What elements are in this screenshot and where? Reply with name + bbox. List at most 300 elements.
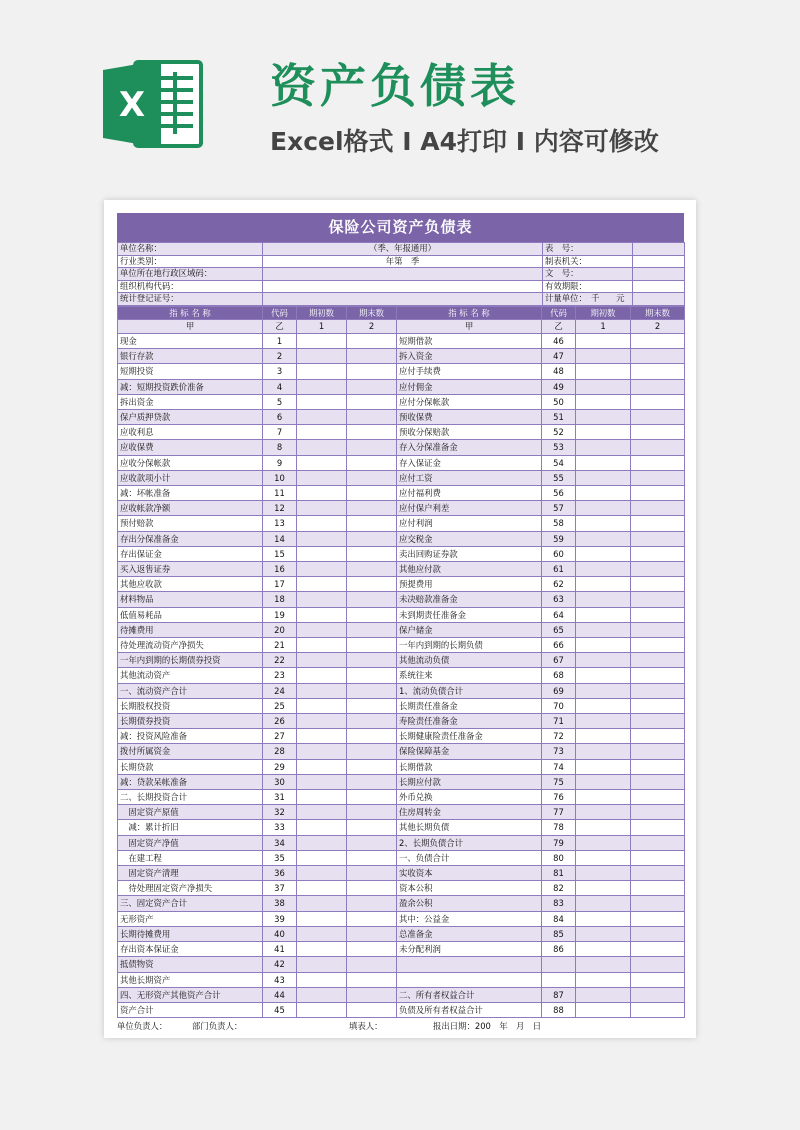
asset-name-cell[interactable]: 其他应收款: [118, 577, 263, 592]
liability-name-cell[interactable]: 拆入资金: [397, 349, 542, 364]
asset-begin-cell[interactable]: [297, 698, 347, 713]
liability-end-cell[interactable]: [631, 455, 685, 470]
asset-end-cell[interactable]: [347, 440, 397, 455]
asset-begin-cell[interactable]: [297, 592, 347, 607]
liability-name-cell[interactable]: 应付手续费: [397, 364, 542, 379]
liability-code-cell[interactable]: 82: [542, 881, 576, 896]
asset-begin-cell[interactable]: [297, 364, 347, 379]
liability-end-cell[interactable]: [631, 683, 685, 698]
asset-begin-cell[interactable]: [297, 926, 347, 941]
info-cell[interactable]: 行业类别：: [118, 255, 263, 268]
liability-code-cell[interactable]: 57: [542, 501, 576, 516]
asset-code-cell[interactable]: 14: [263, 531, 297, 546]
asset-end-cell[interactable]: [347, 470, 397, 485]
liability-name-cell[interactable]: 其他应付款: [397, 562, 542, 577]
liability-end-cell[interactable]: [631, 790, 685, 805]
liability-name-cell[interactable]: 一年内到期的长期负债: [397, 638, 542, 653]
asset-begin-cell[interactable]: [297, 409, 347, 424]
liability-code-cell[interactable]: 67: [542, 653, 576, 668]
liability-begin-cell[interactable]: [576, 486, 631, 501]
liability-end-cell[interactable]: [631, 364, 685, 379]
liability-begin-cell[interactable]: [576, 455, 631, 470]
liability-begin-cell[interactable]: [576, 622, 631, 637]
asset-end-cell[interactable]: [347, 622, 397, 637]
liability-code-cell[interactable]: 59: [542, 531, 576, 546]
asset-end-cell[interactable]: [347, 562, 397, 577]
liability-begin-cell[interactable]: [576, 531, 631, 546]
asset-name-cell[interactable]: 一年内到期的长期债券投资: [118, 653, 263, 668]
asset-name-cell[interactable]: 低值易耗品: [118, 607, 263, 622]
liability-end-cell[interactable]: [631, 409, 685, 424]
info-cell[interactable]: 单位所在地行政区域码：: [118, 268, 263, 281]
liability-code-cell[interactable]: 56: [542, 486, 576, 501]
asset-code-cell[interactable]: 40: [263, 926, 297, 941]
asset-code-cell[interactable]: 2: [263, 349, 297, 364]
asset-name-cell[interactable]: 减：投资风险准备: [118, 729, 263, 744]
asset-code-cell[interactable]: 36: [263, 866, 297, 881]
liability-name-cell[interactable]: 未决赔款准备金: [397, 592, 542, 607]
asset-begin-cell[interactable]: [297, 425, 347, 440]
asset-begin-cell[interactable]: [297, 714, 347, 729]
liability-code-cell[interactable]: 63: [542, 592, 576, 607]
liability-name-cell[interactable]: 长期应付款: [397, 774, 542, 789]
info-cell[interactable]: [263, 293, 543, 306]
liability-name-cell[interactable]: 1、流动负债合计: [397, 683, 542, 698]
asset-name-cell[interactable]: 现金: [118, 333, 263, 348]
liability-end-cell[interactable]: [631, 638, 685, 653]
asset-name-cell[interactable]: 存出保证金: [118, 546, 263, 561]
liability-end-cell[interactable]: [631, 546, 685, 561]
asset-begin-cell[interactable]: [297, 349, 347, 364]
liability-name-cell[interactable]: 总准备金: [397, 926, 542, 941]
liability-name-cell[interactable]: 保户储金: [397, 622, 542, 637]
asset-name-cell[interactable]: 减：短期投资跌价准备: [118, 379, 263, 394]
liability-end-cell[interactable]: [631, 744, 685, 759]
liability-end-cell[interactable]: [631, 379, 685, 394]
asset-end-cell[interactable]: [347, 957, 397, 972]
asset-begin-cell[interactable]: [297, 455, 347, 470]
info-cell[interactable]: [633, 268, 685, 281]
asset-name-cell[interactable]: 存出分保准备金: [118, 531, 263, 546]
liability-name-cell[interactable]: 长期健康险责任准备金: [397, 729, 542, 744]
liability-name-cell[interactable]: 应付福利费: [397, 486, 542, 501]
liability-end-cell[interactable]: [631, 333, 685, 348]
asset-name-cell[interactable]: 应收帐款净额: [118, 501, 263, 516]
asset-code-cell[interactable]: 28: [263, 744, 297, 759]
asset-begin-cell[interactable]: [297, 546, 347, 561]
asset-begin-cell[interactable]: [297, 379, 347, 394]
liability-code-cell[interactable]: [542, 972, 576, 987]
asset-code-cell[interactable]: 45: [263, 1002, 297, 1017]
liability-end-cell[interactable]: [631, 850, 685, 865]
liability-code-cell[interactable]: 55: [542, 470, 576, 485]
liability-begin-cell[interactable]: [576, 820, 631, 835]
liability-end-cell[interactable]: [631, 866, 685, 881]
liability-name-cell[interactable]: 实收资本: [397, 866, 542, 881]
liability-end-cell[interactable]: [631, 698, 685, 713]
asset-end-cell[interactable]: [347, 972, 397, 987]
asset-name-cell[interactable]: 抵债物资: [118, 957, 263, 972]
asset-end-cell[interactable]: [347, 379, 397, 394]
asset-code-cell[interactable]: 25: [263, 698, 297, 713]
asset-code-cell[interactable]: 3: [263, 364, 297, 379]
asset-end-cell[interactable]: [347, 866, 397, 881]
liability-name-cell[interactable]: 未分配利润: [397, 942, 542, 957]
asset-begin-cell[interactable]: [297, 744, 347, 759]
asset-end-cell[interactable]: [347, 516, 397, 531]
asset-end-cell[interactable]: [347, 805, 397, 820]
liability-begin-cell[interactable]: [576, 683, 631, 698]
liability-end-cell[interactable]: [631, 820, 685, 835]
liability-begin-cell[interactable]: [576, 714, 631, 729]
liability-end-cell[interactable]: [631, 926, 685, 941]
liability-name-cell[interactable]: 预收保费: [397, 409, 542, 424]
liability-code-cell[interactable]: 49: [542, 379, 576, 394]
asset-begin-cell[interactable]: [297, 638, 347, 653]
asset-begin-cell[interactable]: [297, 805, 347, 820]
liability-end-cell[interactable]: [631, 987, 685, 1002]
liability-begin-cell[interactable]: [576, 774, 631, 789]
asset-begin-cell[interactable]: [297, 486, 347, 501]
asset-end-cell[interactable]: [347, 987, 397, 1002]
liability-name-cell[interactable]: 应付利润: [397, 516, 542, 531]
asset-end-cell[interactable]: [347, 501, 397, 516]
asset-name-cell[interactable]: 待处理固定资产净损失: [118, 881, 263, 896]
liability-name-cell[interactable]: 2、长期负债合计: [397, 835, 542, 850]
liability-code-cell[interactable]: 76: [542, 790, 576, 805]
liability-end-cell[interactable]: [631, 577, 685, 592]
asset-begin-cell[interactable]: [297, 501, 347, 516]
liability-end-cell[interactable]: [631, 394, 685, 409]
asset-name-cell[interactable]: 银行存款: [118, 349, 263, 364]
asset-name-cell[interactable]: 长期债券投资: [118, 714, 263, 729]
liability-name-cell[interactable]: 预提费用: [397, 577, 542, 592]
asset-name-cell[interactable]: 其他流动资产: [118, 668, 263, 683]
asset-begin-cell[interactable]: [297, 987, 347, 1002]
liability-end-cell[interactable]: [631, 486, 685, 501]
asset-code-cell[interactable]: 1: [263, 333, 297, 348]
asset-code-cell[interactable]: 27: [263, 729, 297, 744]
liability-code-cell[interactable]: 88: [542, 1002, 576, 1017]
liability-code-cell[interactable]: [542, 957, 576, 972]
liability-code-cell[interactable]: 74: [542, 759, 576, 774]
liability-begin-cell[interactable]: [576, 668, 631, 683]
info-cell[interactable]: 计量单位： 千 元: [543, 293, 633, 306]
asset-end-cell[interactable]: [347, 653, 397, 668]
info-cell[interactable]: [633, 293, 685, 306]
liability-begin-cell[interactable]: [576, 425, 631, 440]
asset-code-cell[interactable]: 6: [263, 409, 297, 424]
liability-end-cell[interactable]: [631, 607, 685, 622]
asset-end-cell[interactable]: [347, 759, 397, 774]
asset-end-cell[interactable]: [347, 774, 397, 789]
info-cell[interactable]: 年第 季: [263, 255, 543, 268]
asset-code-cell[interactable]: 33: [263, 820, 297, 835]
liability-name-cell[interactable]: 应付佣金: [397, 379, 542, 394]
asset-end-cell[interactable]: [347, 790, 397, 805]
liability-end-cell[interactable]: [631, 835, 685, 850]
asset-code-cell[interactable]: 29: [263, 759, 297, 774]
asset-begin-cell[interactable]: [297, 440, 347, 455]
asset-name-cell[interactable]: 减：贷款呆帐准备: [118, 774, 263, 789]
info-cell[interactable]: [263, 268, 543, 281]
liability-code-cell[interactable]: 77: [542, 805, 576, 820]
asset-end-cell[interactable]: [347, 698, 397, 713]
liability-end-cell[interactable]: [631, 896, 685, 911]
liability-begin-cell[interactable]: [576, 957, 631, 972]
asset-end-cell[interactable]: [347, 425, 397, 440]
liability-begin-cell[interactable]: [576, 698, 631, 713]
liability-code-cell[interactable]: 47: [542, 349, 576, 364]
asset-name-cell[interactable]: 买入返售证券: [118, 562, 263, 577]
liability-name-cell[interactable]: 存入分保准备金: [397, 440, 542, 455]
liability-name-cell[interactable]: 其他长期负债: [397, 820, 542, 835]
liability-code-cell[interactable]: 46: [542, 333, 576, 348]
asset-name-cell[interactable]: 应收分保帐款: [118, 455, 263, 470]
asset-name-cell[interactable]: 拨付所属资金: [118, 744, 263, 759]
asset-code-cell[interactable]: 19: [263, 607, 297, 622]
asset-end-cell[interactable]: [347, 729, 397, 744]
asset-name-cell[interactable]: 拆出资金: [118, 394, 263, 409]
asset-begin-cell[interactable]: [297, 333, 347, 348]
asset-end-cell[interactable]: [347, 911, 397, 926]
asset-code-cell[interactable]: 44: [263, 987, 297, 1002]
liability-code-cell[interactable]: 71: [542, 714, 576, 729]
info-cell[interactable]: 表 号：: [543, 243, 633, 256]
asset-code-cell[interactable]: 17: [263, 577, 297, 592]
asset-end-cell[interactable]: [347, 668, 397, 683]
asset-end-cell[interactable]: [347, 820, 397, 835]
liability-name-cell[interactable]: [397, 972, 542, 987]
liability-begin-cell[interactable]: [576, 972, 631, 987]
liability-code-cell[interactable]: 84: [542, 911, 576, 926]
liability-begin-cell[interactable]: [576, 987, 631, 1002]
liability-code-cell[interactable]: 60: [542, 546, 576, 561]
liability-code-cell[interactable]: 64: [542, 607, 576, 622]
asset-begin-cell[interactable]: [297, 516, 347, 531]
liability-name-cell[interactable]: 长期借款: [397, 759, 542, 774]
asset-end-cell[interactable]: [347, 835, 397, 850]
liability-end-cell[interactable]: [631, 592, 685, 607]
liability-end-cell[interactable]: [631, 349, 685, 364]
liability-code-cell[interactable]: 48: [542, 364, 576, 379]
asset-code-cell[interactable]: 38: [263, 896, 297, 911]
asset-name-cell[interactable]: 保户质押贷款: [118, 409, 263, 424]
liability-name-cell[interactable]: 盈余公积: [397, 896, 542, 911]
liability-begin-cell[interactable]: [576, 470, 631, 485]
info-cell[interactable]: （季、年报通用）: [263, 243, 543, 256]
asset-code-cell[interactable]: 32: [263, 805, 297, 820]
asset-name-cell[interactable]: 二、长期投资合计: [118, 790, 263, 805]
asset-code-cell[interactable]: 20: [263, 622, 297, 637]
asset-name-cell[interactable]: 待摊费用: [118, 622, 263, 637]
asset-code-cell[interactable]: 39: [263, 911, 297, 926]
liability-code-cell[interactable]: 50: [542, 394, 576, 409]
liability-begin-cell[interactable]: [576, 759, 631, 774]
asset-begin-cell[interactable]: [297, 562, 347, 577]
liability-name-cell[interactable]: 短期借款: [397, 333, 542, 348]
asset-begin-cell[interactable]: [297, 835, 347, 850]
liability-begin-cell[interactable]: [576, 349, 631, 364]
liability-code-cell[interactable]: 62: [542, 577, 576, 592]
liability-code-cell[interactable]: 78: [542, 820, 576, 835]
asset-code-cell[interactable]: 18: [263, 592, 297, 607]
liability-begin-cell[interactable]: [576, 592, 631, 607]
liability-end-cell[interactable]: [631, 653, 685, 668]
asset-begin-cell[interactable]: [297, 774, 347, 789]
liability-begin-cell[interactable]: [576, 394, 631, 409]
liability-name-cell[interactable]: 卖出回购证券款: [397, 546, 542, 561]
liability-end-cell[interactable]: [631, 805, 685, 820]
liability-name-cell[interactable]: 系统往来: [397, 668, 542, 683]
asset-end-cell[interactable]: [347, 683, 397, 698]
liability-begin-cell[interactable]: [576, 729, 631, 744]
asset-name-cell[interactable]: 固定资产清理: [118, 866, 263, 881]
asset-end-cell[interactable]: [347, 531, 397, 546]
liability-end-cell[interactable]: [631, 942, 685, 957]
liability-end-cell[interactable]: [631, 714, 685, 729]
asset-begin-cell[interactable]: [297, 911, 347, 926]
liability-name-cell[interactable]: 存入保证金: [397, 455, 542, 470]
asset-end-cell[interactable]: [347, 333, 397, 348]
asset-name-cell[interactable]: 一、流动资产合计: [118, 683, 263, 698]
liability-code-cell[interactable]: 61: [542, 562, 576, 577]
liability-end-cell[interactable]: [631, 531, 685, 546]
liability-begin-cell[interactable]: [576, 805, 631, 820]
liability-begin-cell[interactable]: [576, 333, 631, 348]
asset-begin-cell[interactable]: [297, 622, 347, 637]
info-cell[interactable]: 组织机构代码：: [118, 280, 263, 293]
liability-end-cell[interactable]: [631, 881, 685, 896]
asset-begin-cell[interactable]: [297, 820, 347, 835]
asset-name-cell[interactable]: 在建工程: [118, 850, 263, 865]
asset-begin-cell[interactable]: [297, 759, 347, 774]
liability-begin-cell[interactable]: [576, 409, 631, 424]
liability-code-cell[interactable]: 69: [542, 683, 576, 698]
asset-begin-cell[interactable]: [297, 683, 347, 698]
liability-name-cell[interactable]: 资本公积: [397, 881, 542, 896]
asset-begin-cell[interactable]: [297, 394, 347, 409]
liability-name-cell[interactable]: 其中：公益金: [397, 911, 542, 926]
liability-begin-cell[interactable]: [576, 501, 631, 516]
liability-begin-cell[interactable]: [576, 835, 631, 850]
liability-end-cell[interactable]: [631, 425, 685, 440]
asset-name-cell[interactable]: 固定资产净值: [118, 835, 263, 850]
asset-end-cell[interactable]: [347, 607, 397, 622]
liability-begin-cell[interactable]: [576, 866, 631, 881]
liability-code-cell[interactable]: 58: [542, 516, 576, 531]
info-cell[interactable]: [633, 255, 685, 268]
asset-code-cell[interactable]: 16: [263, 562, 297, 577]
asset-code-cell[interactable]: 11: [263, 486, 297, 501]
asset-name-cell[interactable]: 应收款项小计: [118, 470, 263, 485]
asset-begin-cell[interactable]: [297, 942, 347, 957]
asset-name-cell[interactable]: 减：累计折旧: [118, 820, 263, 835]
liability-code-cell[interactable]: 83: [542, 896, 576, 911]
liability-end-cell[interactable]: [631, 957, 685, 972]
asset-code-cell[interactable]: 34: [263, 835, 297, 850]
asset-end-cell[interactable]: [347, 942, 397, 957]
asset-code-cell[interactable]: 10: [263, 470, 297, 485]
liability-begin-cell[interactable]: [576, 638, 631, 653]
asset-name-cell[interactable]: 资产合计: [118, 1002, 263, 1017]
info-cell[interactable]: 制表机关：: [543, 255, 633, 268]
info-cell[interactable]: 有效期限：: [543, 280, 633, 293]
liability-begin-cell[interactable]: [576, 790, 631, 805]
liability-begin-cell[interactable]: [576, 881, 631, 896]
asset-name-cell[interactable]: 其他长期资产: [118, 972, 263, 987]
liability-end-cell[interactable]: [631, 440, 685, 455]
liability-begin-cell[interactable]: [576, 546, 631, 561]
liability-name-cell[interactable]: 外币兑换: [397, 790, 542, 805]
asset-begin-cell[interactable]: [297, 850, 347, 865]
asset-name-cell[interactable]: 长期贷款: [118, 759, 263, 774]
asset-name-cell[interactable]: 长期股权投资: [118, 698, 263, 713]
liability-begin-cell[interactable]: [576, 850, 631, 865]
asset-begin-cell[interactable]: [297, 531, 347, 546]
liability-begin-cell[interactable]: [576, 926, 631, 941]
asset-end-cell[interactable]: [347, 546, 397, 561]
liability-end-cell[interactable]: [631, 1002, 685, 1017]
info-cell[interactable]: 单位名称：: [118, 243, 263, 256]
asset-name-cell[interactable]: 短期投资: [118, 364, 263, 379]
asset-end-cell[interactable]: [347, 714, 397, 729]
liability-name-cell[interactable]: [397, 957, 542, 972]
liability-begin-cell[interactable]: [576, 577, 631, 592]
liability-code-cell[interactable]: 52: [542, 425, 576, 440]
asset-end-cell[interactable]: [347, 1002, 397, 1017]
liability-begin-cell[interactable]: [576, 942, 631, 957]
info-cell[interactable]: [263, 280, 543, 293]
asset-code-cell[interactable]: 21: [263, 638, 297, 653]
liability-name-cell[interactable]: 负债及所有者权益合计: [397, 1002, 542, 1017]
asset-code-cell[interactable]: 5: [263, 394, 297, 409]
liability-name-cell[interactable]: 长期责任准备金: [397, 698, 542, 713]
asset-begin-cell[interactable]: [297, 668, 347, 683]
asset-name-cell[interactable]: 长期待摊费用: [118, 926, 263, 941]
liability-code-cell[interactable]: 72: [542, 729, 576, 744]
asset-begin-cell[interactable]: [297, 957, 347, 972]
liability-name-cell[interactable]: 住房周转金: [397, 805, 542, 820]
asset-name-cell[interactable]: 预付赔款: [118, 516, 263, 531]
asset-begin-cell[interactable]: [297, 896, 347, 911]
liability-name-cell[interactable]: 预收分保赔款: [397, 425, 542, 440]
liability-code-cell[interactable]: 79: [542, 835, 576, 850]
liability-end-cell[interactable]: [631, 972, 685, 987]
liability-name-cell[interactable]: 保险保障基金: [397, 744, 542, 759]
asset-end-cell[interactable]: [347, 744, 397, 759]
liability-name-cell[interactable]: 其他流动负债: [397, 653, 542, 668]
asset-code-cell[interactable]: 37: [263, 881, 297, 896]
asset-begin-cell[interactable]: [297, 607, 347, 622]
asset-end-cell[interactable]: [347, 926, 397, 941]
liability-begin-cell[interactable]: [576, 364, 631, 379]
asset-code-cell[interactable]: 26: [263, 714, 297, 729]
asset-code-cell[interactable]: 13: [263, 516, 297, 531]
asset-begin-cell[interactable]: [297, 653, 347, 668]
asset-code-cell[interactable]: 35: [263, 850, 297, 865]
asset-end-cell[interactable]: [347, 364, 397, 379]
liability-code-cell[interactable]: 86: [542, 942, 576, 957]
liability-code-cell[interactable]: 65: [542, 622, 576, 637]
liability-begin-cell[interactable]: [576, 653, 631, 668]
liability-name-cell[interactable]: 未到期责任准备金: [397, 607, 542, 622]
liability-begin-cell[interactable]: [576, 911, 631, 926]
asset-end-cell[interactable]: [347, 394, 397, 409]
asset-end-cell[interactable]: [347, 577, 397, 592]
liability-end-cell[interactable]: [631, 470, 685, 485]
asset-code-cell[interactable]: 24: [263, 683, 297, 698]
